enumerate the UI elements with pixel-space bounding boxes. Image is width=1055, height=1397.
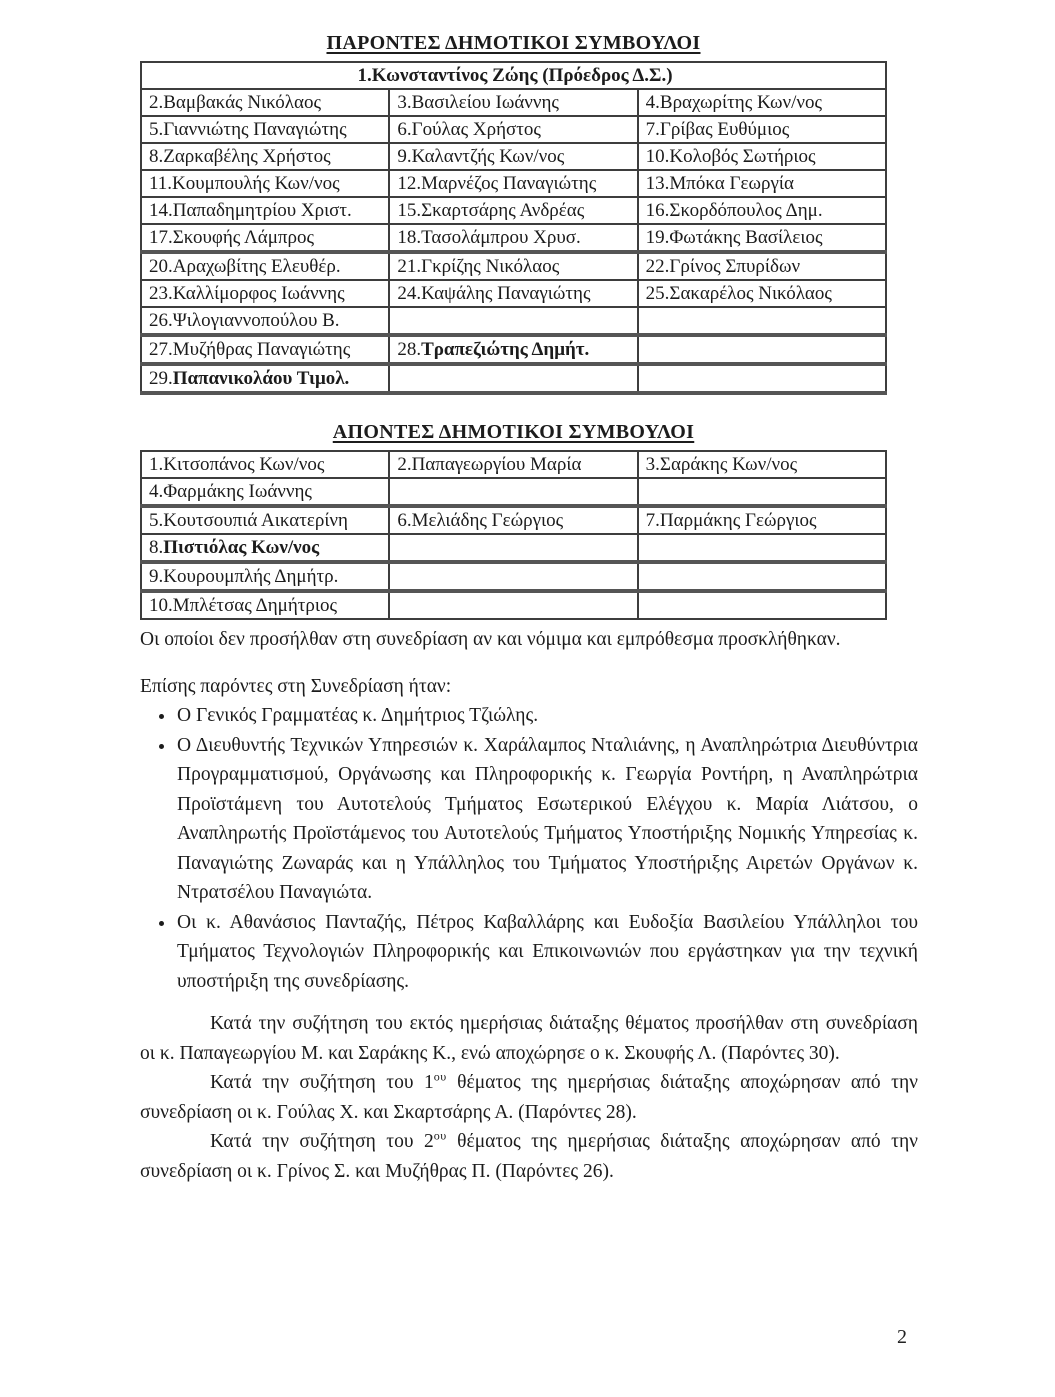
councilor-number: 29. <box>149 367 173 389</box>
councilor-cell: 6.Γούλας Χρήστος <box>389 116 637 143</box>
councilor-cell <box>638 307 886 335</box>
ordinal-superscript: ου <box>433 1128 447 1143</box>
list-item-secretary <box>176 701 918 731</box>
councilor-cell: 22.Γρίνος Σπυρίδων <box>638 252 886 280</box>
councilor-cell: 1.Κιτσοπάνος Κων/νος <box>141 451 389 478</box>
councilor-cell: 7.Παρμάκης Γεώργιος <box>638 506 886 534</box>
item1-paragraph <box>140 1068 918 1127</box>
table-row <box>141 280 886 307</box>
table-row <box>141 364 886 393</box>
councilor-cell <box>389 562 637 591</box>
also-present-label: Επίσης παρόντες στη Συνεδρίαση ήταν: <box>140 675 452 697</box>
councilor-cell: 10.Μπλέτσας Δημήτριος <box>141 591 389 619</box>
item2-text-before: Κατά την συζήτηση του 2 <box>210 1131 434 1152</box>
councilor-cell <box>389 478 637 506</box>
councilor-cell <box>638 534 886 562</box>
councilor-cell: 26.Ψιλογιαννοπούλου Β. <box>141 307 389 335</box>
councilor-cell <box>638 591 886 619</box>
councilor-cell: 27.Μυζήθρας Παναγιώτης <box>141 335 389 364</box>
table-row <box>141 451 886 478</box>
councilor-cell: 8.Ζαρκαβέλης Χρήστος <box>141 143 389 170</box>
absent-table-title: ΑΠΟΝΤΕΣ ΔΗΜΟΤΙΚΟΙ ΣΥΜΒΟΥΛΟΙ <box>332 421 695 443</box>
absent-councilors-table <box>140 450 887 620</box>
ordinal-superscript: ου <box>433 1069 447 1084</box>
councilor-cell <box>389 534 637 562</box>
present-table-body <box>141 62 886 393</box>
bullet-text: Ο Διευθυντής Τεχνικών Υπηρεσιών κ. Χαράλαμπος Νταλιάνης, η Αναπληρώτρια Διευθύντρια Προγραμματισμού, Οργάνωσης και Πληροφορικής κ. Γεωργία Ροντήρη, η Αναπληρώτρια Προϊστάμενη του Αυτοτελούς Τμήματος Εσωτερικού Ελέγχου κ. Μαρία Λιάτσου, ο Αναπληρωτής Προϊστάμενος του Αυτοτελούς Τμήματος Υποστήριξης Νομικής Υπηρεσίας κ. Παναγιώτης Ζωναράς και η Υπάλληλος του Τμήματος Υποστήριξης Αιρετών Οργάνων κ. Ντρατσέλου Παναγιώτα. <box>177 734 918 903</box>
councilor-name-bold: Κωνσταντίνος Ζώης (Πρόεδρος Δ.Σ.) <box>371 64 673 86</box>
councilor-cell: 9.Κουρουμπλής Δημήτρ. <box>141 562 389 591</box>
councilor-number: 8. <box>149 536 164 558</box>
table-row <box>141 506 886 534</box>
councilor-cell: 12.Μαρνέζος Παναγιώτης <box>389 170 637 197</box>
councilor-cell: 6.Μελιάδης Γεώργιος <box>389 506 637 534</box>
councilor-cell: 5.Γιαννιώτης Παναγιώτης <box>141 116 389 143</box>
councilor-cell: 9.Καλαντζής Κων/νος <box>389 143 637 170</box>
page-number: 2 <box>897 1326 907 1348</box>
list-item-officials <box>176 731 918 908</box>
councilor-cell: 25.Σακαρέλος Νικόλαος <box>638 280 886 307</box>
table-leader-row <box>141 62 886 89</box>
councilor-cell: 13.Μπόκα Γεωργία <box>638 170 886 197</box>
councilor-cell <box>389 591 637 619</box>
councilor-cell: 21.Γκρίζης Νικόλαος <box>389 252 637 280</box>
councilor-cell: 15.Σκαρτσάρης Ανδρέας <box>389 197 637 224</box>
councilor-cell: 10.Κολοβός Σωτήριος <box>638 143 886 170</box>
councilor-number: 1. <box>357 64 372 86</box>
table-row <box>141 224 886 252</box>
councilor-cell: 5.Κουτσουπιά Αικατερίνη <box>141 506 389 534</box>
table-row <box>141 89 886 116</box>
councilor-cell: 2.Παπαγεωργίου Μαρία <box>389 451 637 478</box>
councilor-cell: 14.Παπαδημητρίου Χριστ. <box>141 197 389 224</box>
councilor-name-bold: Παπανικολάου Τιμολ. <box>172 367 350 389</box>
bullet-text: Οι κ. Αθανάσιος Πανταζής, Πέτρος Καβαλλάρης και Ευδοξία Βασιλείου Υπάλληλοι του Τμήματος Τεχνολογιών Πληροφορικής και Επικοινωνιών που εργάστηκαν για την τεχνική υποστήριξη της συνεδρίασης. <box>177 911 918 992</box>
councilor-cell <box>389 307 637 335</box>
table-row <box>141 591 886 619</box>
councilor-cell: 20.Αραχωβίτης Ελευθέρ. <box>141 252 389 280</box>
councilor-cell <box>141 534 389 562</box>
councilor-cell <box>638 562 886 591</box>
councilor-cell <box>638 335 886 364</box>
councilor-cell: 11.Κουμπουλής Κων/νος <box>141 170 389 197</box>
absent-note-paragraph: Οι οποίοι δεν προσήλθαν στη συνεδρίαση αν και νόμιμα και εμπρόθεσμα προσκλήθηκαν. <box>140 629 841 650</box>
also-present-list <box>140 701 918 996</box>
table-row <box>141 478 886 506</box>
item2-paragraph <box>140 1127 918 1186</box>
table-row <box>141 116 886 143</box>
table-row <box>141 335 886 364</box>
absent-table-body <box>141 451 886 619</box>
table-row <box>141 307 886 335</box>
councilor-cell: 3.Βασιλείου Ιωάννης <box>389 89 637 116</box>
councilor-cell: 3.Σαράκης Κων/νος <box>638 451 886 478</box>
councilor-cell: 18.Τασολάμπρου Χρυσ. <box>389 224 637 252</box>
councilor-cell: 4.Φαρμάκης Ιωάννης <box>141 478 389 506</box>
off-agenda-paragraph: Κατά την συζήτηση του εκτός ημερήσιας διάταξης θέματος προσήλθαν στη συνεδρίαση οι κ. Παπαγεωργίου Μ. και Σαράκης Κ., ενώ αποχώρησε ο κ. Σκουφής Λ. (Παρόντες 30). <box>140 1013 918 1064</box>
present-table-title: ΠΑΡΟΝΤΕΣ ΔΗΜΟΤΙΚΟΙ ΣΥΜΒΟΥΛΟΙ <box>326 32 701 54</box>
councilor-number: 28. <box>397 338 422 360</box>
councilor-name-bold: Πιστιόλας Κων/νος <box>163 536 320 558</box>
councilor-cell <box>638 364 886 393</box>
councilor-name-bold: Τραπεζιώτης Δημήτ. <box>421 338 590 360</box>
councilor-cell: 17.Σκουφής Λάμπρος <box>141 224 389 252</box>
councilor-cell: 16.Σκορδόπουλος Δημ. <box>638 197 886 224</box>
present-councilors-table <box>140 61 887 395</box>
councilor-cell <box>389 364 637 393</box>
councilor-cell <box>141 364 389 393</box>
councilor-cell: 19.Φωτάκης Βασίλειος <box>638 224 886 252</box>
table-row <box>141 197 886 224</box>
table-row <box>141 143 886 170</box>
table-row <box>141 534 886 562</box>
table-row <box>141 170 886 197</box>
item1-text-after: θέματος της ημερήσιας διάταξης αποχώρησαν από την συνεδρίαση οι κ. Γούλας Χ. και Σκαρτσάρης Α. (Παρόντες 28). <box>140 1072 918 1123</box>
leader-cell <box>141 62 886 89</box>
councilor-cell: 7.Γρίβας Ευθύμιος <box>638 116 886 143</box>
councilor-cell: 2.Βαμβακάς Νικόλαος <box>141 89 389 116</box>
item2-text-after: θέματος της ημερήσιας διάταξης αποχώρησαν από την συνεδρίαση οι κ. Γρίνος Σ. και Μυζήθρας Π. (Παρόντες 26). <box>140 1131 918 1182</box>
item1-text-before: Κατά την συζήτηση του 1 <box>210 1072 434 1093</box>
councilor-cell: 4.Βραχωρίτης Κων/νος <box>638 89 886 116</box>
councilor-cell <box>389 335 637 364</box>
table-row <box>141 252 886 280</box>
councilor-cell: 23.Καλλίμορφος Ιωάννης <box>141 280 389 307</box>
councilor-cell <box>638 478 886 506</box>
councilor-cell: 24.Καψάλης Παναγιώτης <box>389 280 637 307</box>
bullet-text: Ο Γενικός Γραμματέας κ. Δημήτριος Τζιώλης. <box>177 705 539 726</box>
table-row <box>141 562 886 591</box>
list-item-it-staff <box>176 908 918 997</box>
